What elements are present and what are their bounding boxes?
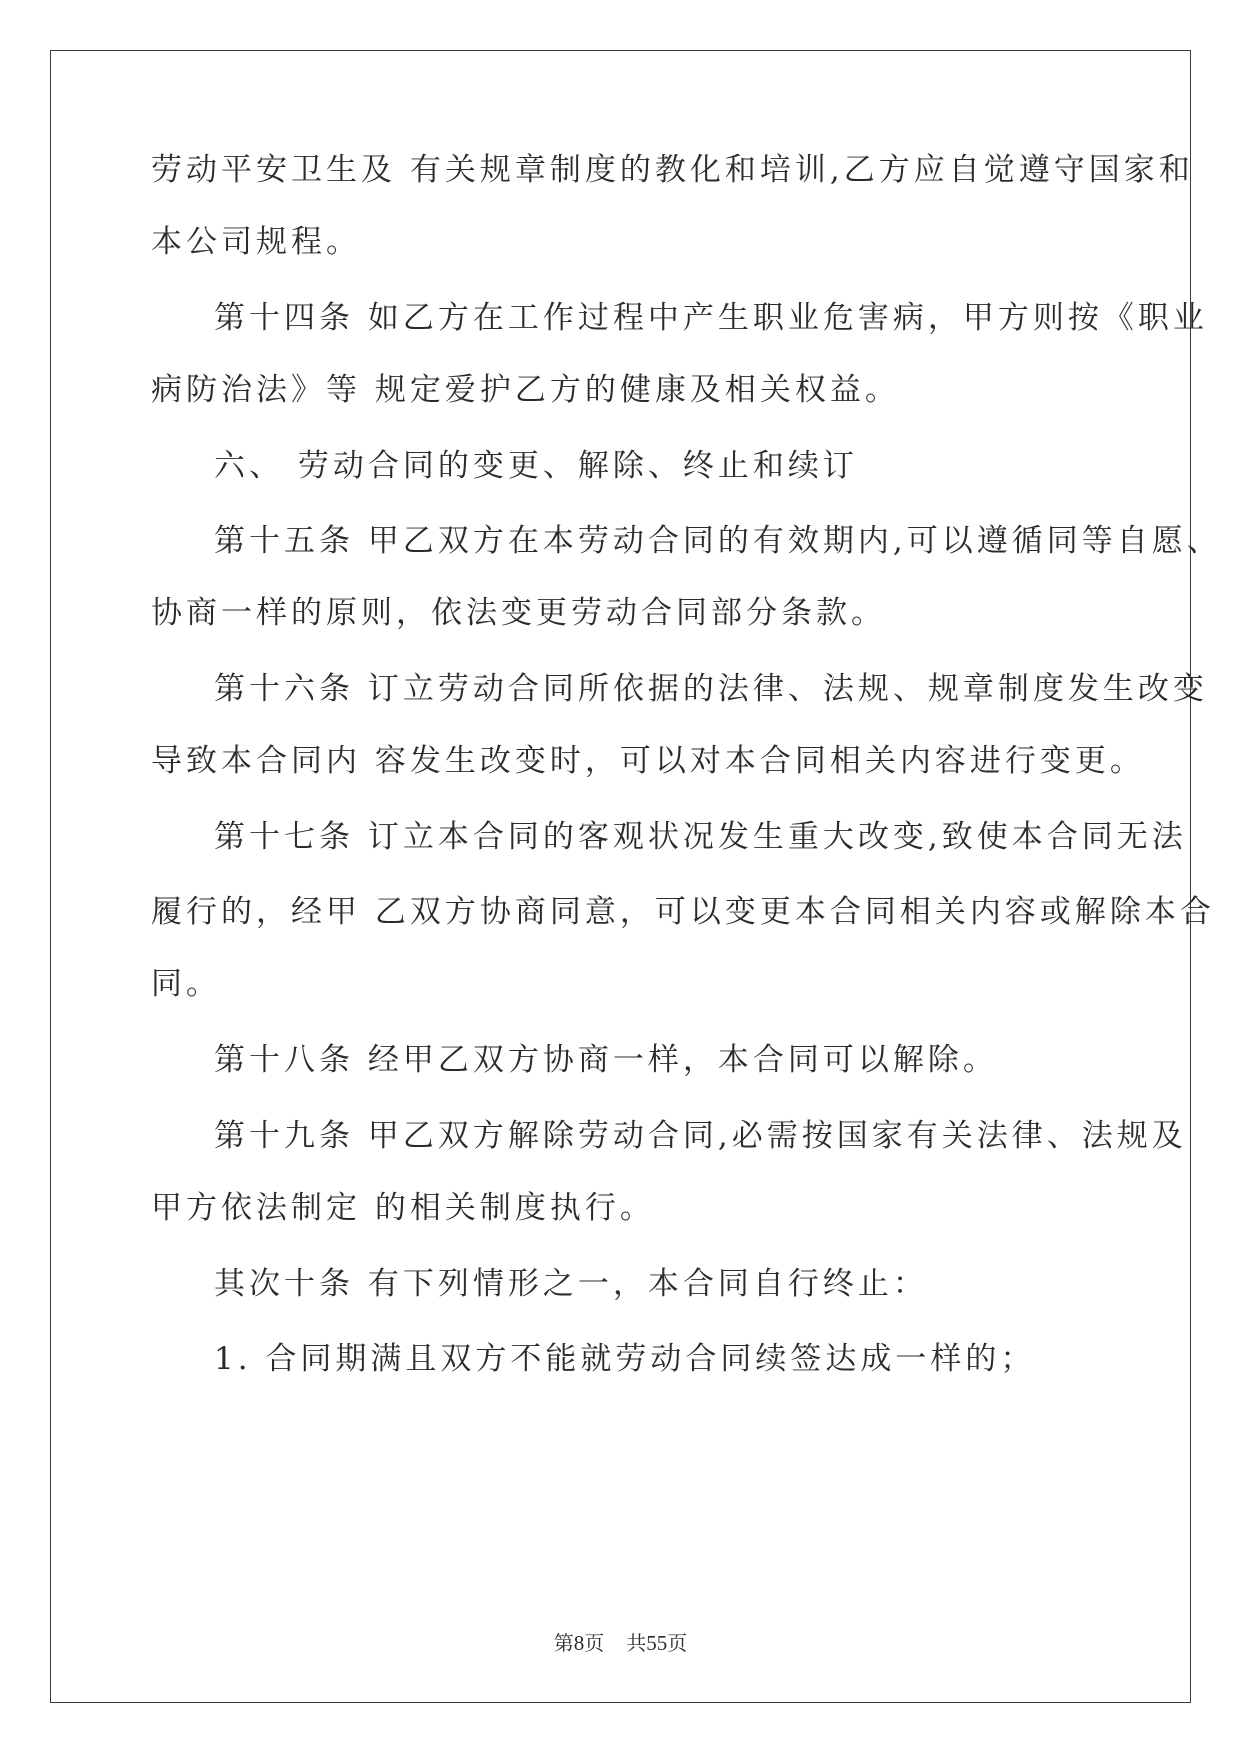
text-line: 同。 — [151, 966, 221, 1002]
article-18-line: 第十八条 经甲乙双方协商一样，本合同可以解除。 — [214, 1042, 998, 1078]
article-16-line: 第十六条 订立劳动合同所依据的法律、法规、规章制度发生改变 — [214, 671, 1208, 707]
text-line: 导致本合同内 容发生改变时，可以对本合同相关内容进行变更。 — [151, 743, 1145, 779]
page-prefix: 第 — [553, 1633, 574, 1655]
total-suffix: 页 — [667, 1633, 688, 1655]
text-line: 甲方依法制定 的相关制度执行。 — [151, 1190, 655, 1226]
text-line: 劳动平安卫生及 有关规章制度的教化和培训,乙方应自觉遵守国家和 — [151, 152, 1194, 188]
text-line: 本公司规程。 — [151, 224, 361, 260]
text-line: 病防治法》等 规定爱护乙方的健康及相关权益。 — [151, 372, 900, 408]
list-item: 1. 合同期满且双方不能就劳动合同续签达成一样的； — [214, 1341, 1036, 1377]
article-15-line: 第十五条 甲乙双方在本劳动合同的有效期内,可以遵循同等自愿、 — [214, 523, 1222, 559]
page-footer — [0, 1627, 1241, 1656]
text-line: 协商一样的原则，依法变更劳动合同部分条款。 — [151, 595, 886, 631]
article-14-line: 第十四条 如乙方在工作过程中产生职业危害病，甲方则按《职业 — [214, 300, 1208, 336]
article-20-line: 其次十条 有下列情形之一，本合同自行终止： — [214, 1266, 928, 1302]
page-number: 8 — [573, 1631, 585, 1655]
article-19-line: 第十九条 甲乙双方解除劳动合同,必需按国家有关法律、法规及 — [214, 1118, 1187, 1154]
page-suffix: 页 — [584, 1633, 605, 1655]
total-prefix: 共 — [626, 1633, 647, 1655]
total-pages: 55 — [646, 1631, 668, 1655]
article-17-line: 第十七条 订立本合同的客观状况发生重大改变,致使本合同无法 — [214, 819, 1187, 855]
section-heading: 六、 劳动合同的变更、解除、终止和续订 — [214, 448, 858, 484]
text-line: 履行的，经甲 乙双方协商同意，可以变更本合同相关内容或解除本合 — [151, 894, 1215, 930]
